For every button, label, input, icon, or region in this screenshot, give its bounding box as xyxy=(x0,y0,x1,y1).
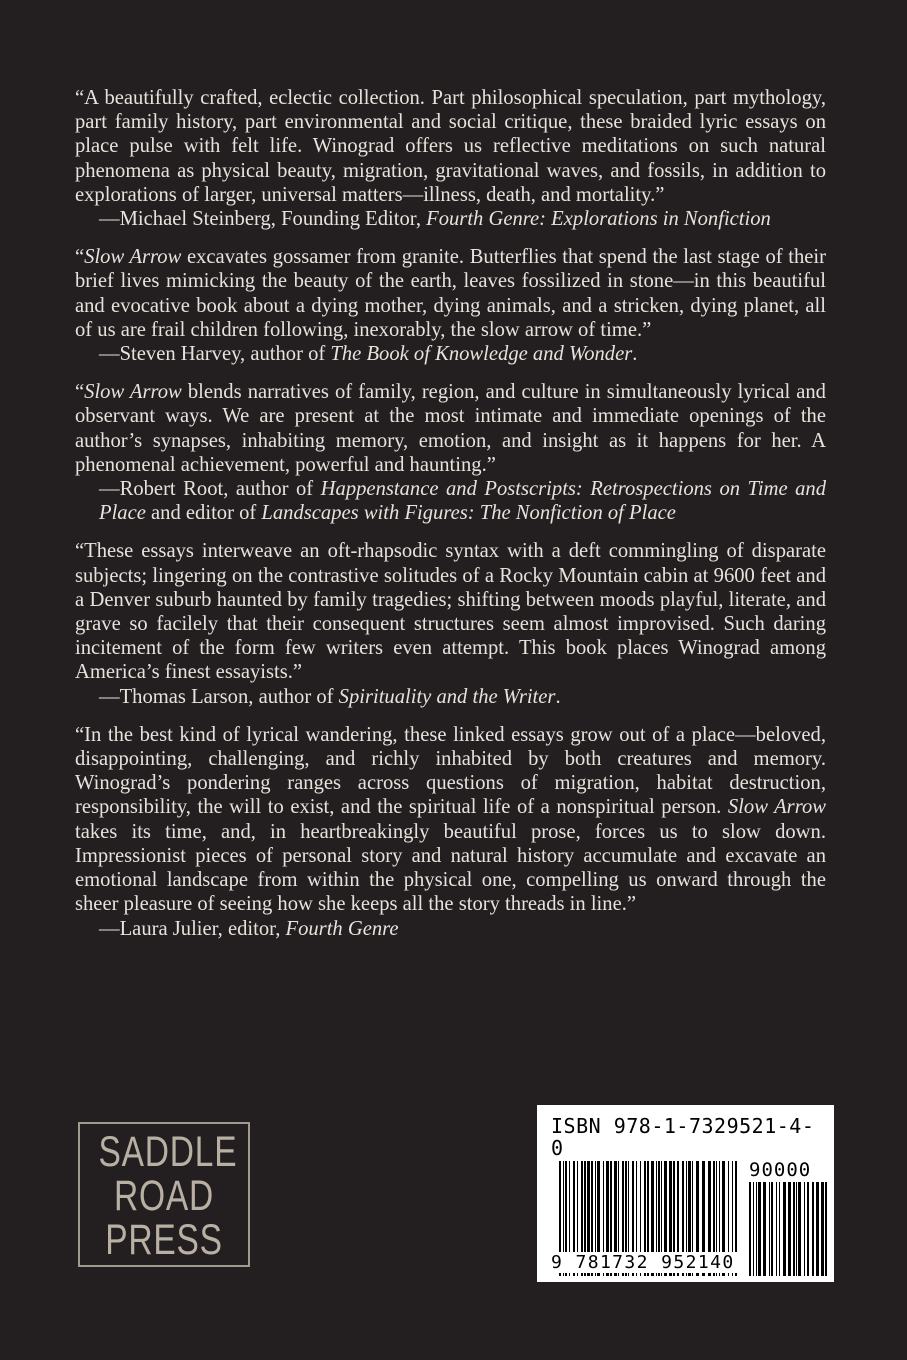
isbn-label: ISBN 978-1-7329521-4-0 xyxy=(551,1114,815,1160)
blurb-quote: “Slow Arrow blends narratives of family, region, and culture in simultaneously lyrical and observant ways. We are present at the most intimate and immediate openings of the author’s synapses, inhabiting memory, emotion, and insight as it happens for her. A phenomenal achievement, powerful and haunting.” xyxy=(75,381,826,476)
blurb-quote: “In the best kind of lyrical wandering, these linked essays grow out of a place—beloved, disappointing, challenging, and richly inhabited by both creatures and memory. Winograd’s pondering ranges across questions of migration, habitat destruction, responsibility, the will to exist, and the spiritual life of a nonspiritual person. Slow Arrow takes its time, and, in heartbreakingly beautiful prose, forces us to slow down. Impressionist pieces of personal story and natural history accumulate and excavate an emotional landscape from within the physical one, compelling us onward through the sheer pleasure of seeing how she keeps all the story threads in line.” xyxy=(75,723,826,916)
barcode-addon-bars xyxy=(749,1182,827,1276)
publisher-logo xyxy=(78,1122,250,1267)
logo-line-press: PRESS xyxy=(105,1215,223,1264)
barcode-addon-digits: 90000 xyxy=(749,1159,812,1181)
blurb-root xyxy=(75,380,826,525)
blurb-quote: “These essays interweave an oft-rhapsodic syntax with a deft commingling of disparate subjects; lingering on the contrastive solitudes of a Rocky Mountain cabin at 9600 feet and a Denver suburb haunted by family tragedies; shifting between moods playful, literate, and grave so facilely that their consequent structures seem almost improvised. Such daring incitement of the form few writers even attempt. This book places Winograd among America’s finest essayists.” xyxy=(75,540,826,684)
isbn-barcode xyxy=(537,1105,834,1282)
barcode-addon xyxy=(749,1161,827,1279)
blurb-attribution: —Steven Harvey, author of The Book of Knowledge and Wonder. xyxy=(99,343,638,366)
blurb-attribution: —Laura Julier, editor, Fourth Genre xyxy=(99,917,399,940)
blurb-attribution: —Thomas Larson, author of Spirituality and the Writer. xyxy=(99,685,561,708)
blurb-quote: “A beautifully crafted, eclectic collection. Part philosophical speculation, part mythology, part family history, part environmental and social critique, these braided lyric essays on place pulse with felt life. Winograd offers us reflective meditations on such natural phenomena as physical beauty, migration, gravitational waves, and fossils, in addition to explorations of larger, universal matters—illness, death, and mortality.” xyxy=(75,87,826,206)
blurb-attribution: —Robert Root, author of Happenstance and Postscripts: Retrospections on Time and Place and editor of Landscapes with Figures: The Nonfiction of Place xyxy=(99,478,827,525)
blurb-steinberg xyxy=(75,86,826,231)
blurb-attribution: —Michael Steinberg, Founding Editor, Fourth Genre: Explorations in Nonfiction xyxy=(99,208,771,231)
blurb-harvey xyxy=(75,245,826,366)
ean-digits: 9 781732 952140 xyxy=(551,1252,735,1273)
blurb-quote: “Slow Arrow excavates gossamer from granite. Butterflies that spend the last stage of their brief lives mimicking the beauty of the earth, leaves fossilized in stone—in this beautiful and evocative book about a dying mother, dying animals, and a stricken, dying planet, all of us are frail children following, inexorably, the slow arrow of time.” xyxy=(75,246,826,341)
logo-line-road: ROAD xyxy=(113,1171,215,1220)
blurb-julier xyxy=(75,723,826,941)
blurb-larson xyxy=(75,539,826,708)
blurbs-column xyxy=(75,86,826,955)
logo-line-saddle: SADDLE xyxy=(98,1127,238,1176)
